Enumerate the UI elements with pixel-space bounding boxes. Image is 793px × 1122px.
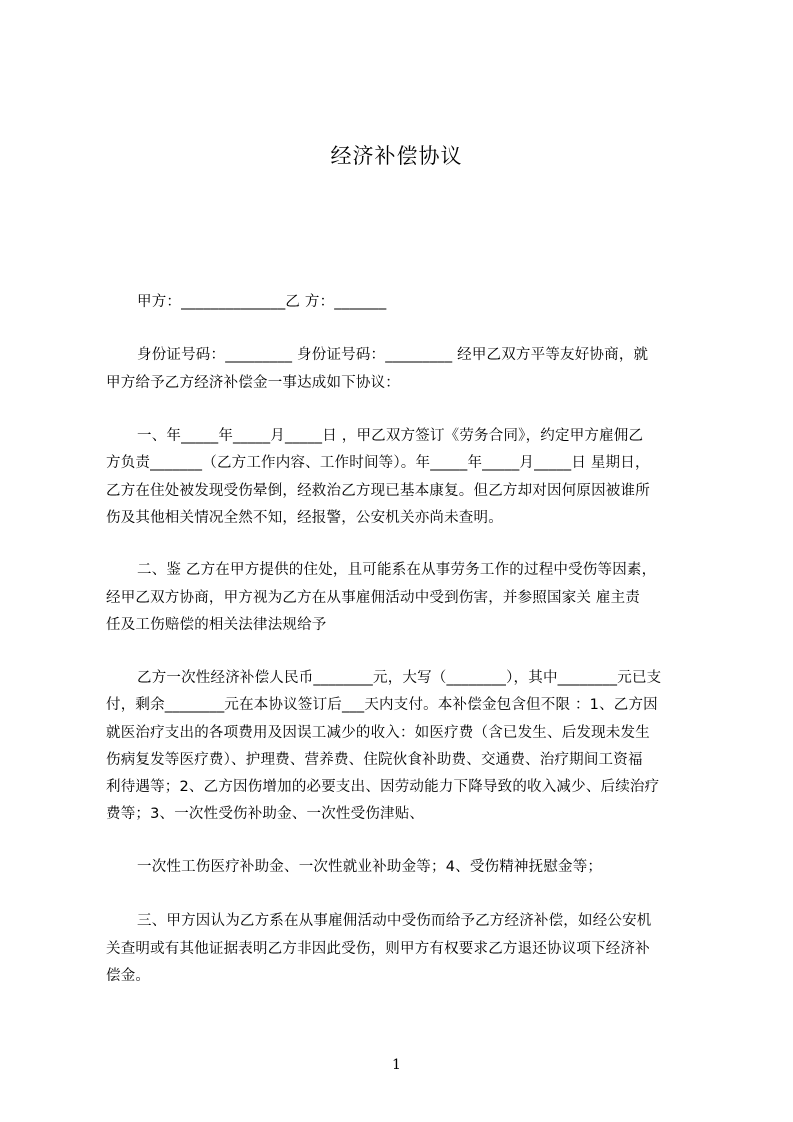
compensation-line-1: 乙方一次性经济补偿人民币________元，大写（________），其中________元已支 xyxy=(137,670,662,686)
clause3-line-3: 偿金。 xyxy=(106,968,151,984)
clause1-line-4: 伤及其他相关情况全然不知，经报警，公安机关亦尚未查明。 xyxy=(106,510,503,526)
parties-line: 甲方：______________乙 方：_______ xyxy=(137,294,387,310)
page-number: 1 xyxy=(392,1057,401,1073)
intro-line-1: 身份证号码：_________ 身份证号码：_________ 经甲乙双方平等友好协商，就 xyxy=(137,347,649,363)
clause2-line-1: 二、鉴 乙方在甲方提供的住处，且可能系在从事劳务工作的过程中受伤等因素， xyxy=(137,562,657,578)
compensation-continued: 一次性工伤医疗补助金、一次性就业补助金等；4、受伤精神抚慰金等； xyxy=(137,859,603,875)
clause1-line-1: 一、年_____年_____月_____日 ，甲乙双方签订《劳务合同》，约定甲方雇佣乙 xyxy=(137,428,644,444)
document-title: 经济补偿协议 xyxy=(330,144,463,168)
clause3-line-1: 三、甲方因认为乙方系在从事雇佣活动中受伤而给予乙方经济补偿，如经公安机 xyxy=(137,913,652,929)
compensation-line-5: 利待遇等；2、乙方因伤增加的必要支出、因劳动能力下降导致的收入减少、后续治疗 xyxy=(106,779,660,795)
compensation-line-3: 就医治疗支出的各项费用及因误工减少的收入：如医疗费（含已发生、后发现未发生 xyxy=(106,725,650,741)
compensation-line-2: 付，剩余________元在本协议签订后___天内支付。本补偿金包含但不限 ：1、乙方因 xyxy=(106,697,658,713)
clause2-line-2: 经甲乙双方协商，甲方视为乙方在从事雇佣活动中受到伤害，并参照国家关 雇主责 xyxy=(106,590,641,606)
clause1-line-3: 乙方在住处被发现受伤晕倒，经救治乙方现已基本康复。但乙方却对因何原因被谁所 xyxy=(106,483,650,499)
clause1-line-2: 方负责_______（乙方工作内容、工作时间等）。年_____年_____月_____日 星期日， xyxy=(106,455,650,471)
compensation-line-6: 费等；3、一次性受伤补助金、一次性受伤津贴、 xyxy=(106,806,425,822)
compensation-line-4: 伤病复发等医疗费）、护理费、营养费、住院伙食补助费、交通费、治疗期间工资福 xyxy=(106,752,643,768)
clause3-line-2: 关查明或有其他证据表明乙方非因此受伤，则甲方有权要求乙方退还协议项下经济补 xyxy=(106,941,650,957)
clause2-line-3: 任及工伤赔偿的相关法律法规给予 xyxy=(106,617,327,633)
intro-line-2: 甲方给予乙方经济补偿金一事达成如下协议： xyxy=(106,375,400,391)
